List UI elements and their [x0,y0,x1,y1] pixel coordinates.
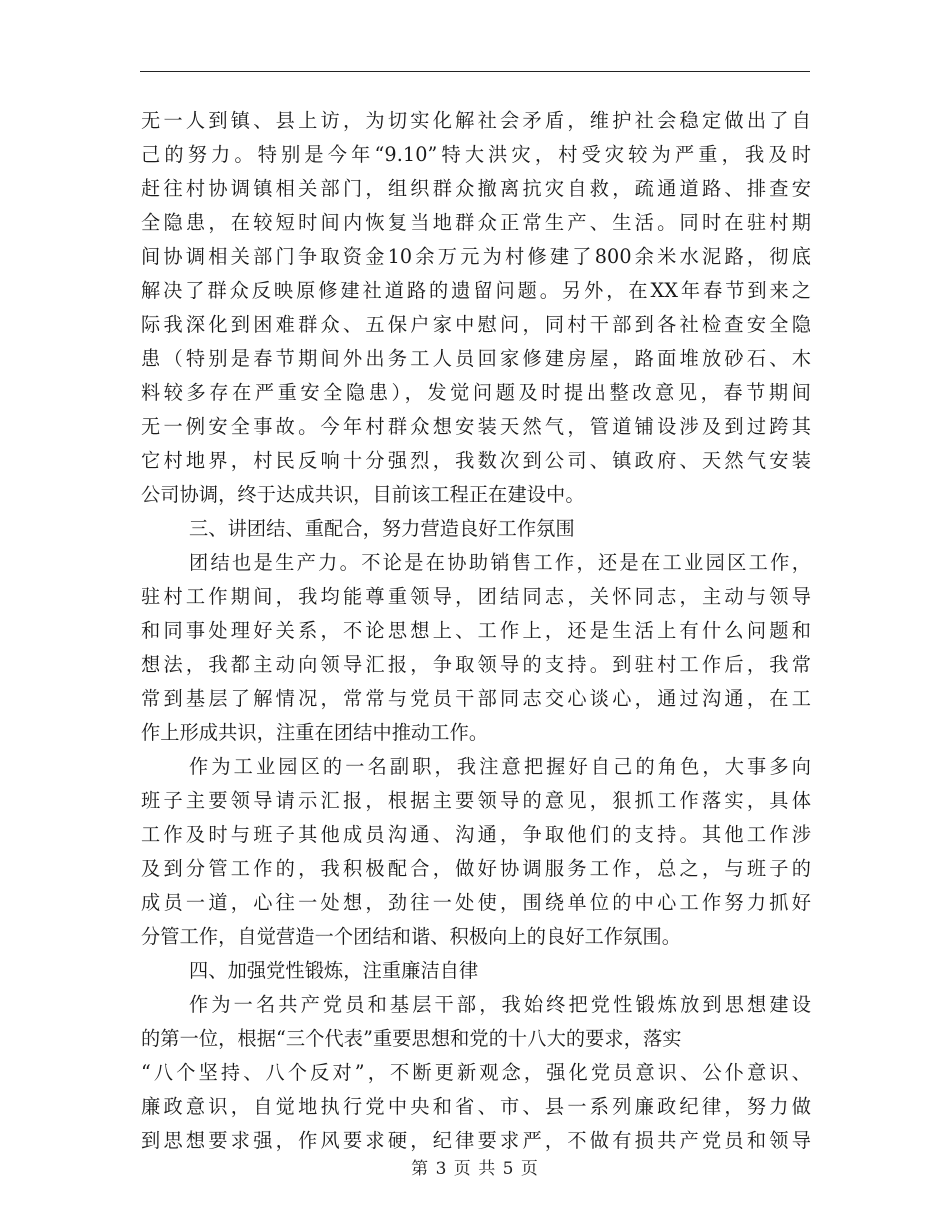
text-line: 赶往村协调镇相关部门，组织群众撤离抗灾自救，疏通道路、排查安 [141,177,811,200]
text-line: 全隐患，在较短时间内恢复当地群众正常生产、生活。同时在驻村期 [141,211,811,234]
text-line: 作上形成共识，注重在团结中推动工作。 [141,721,489,744]
text-line: 间协调相关部门争取资金10余万元为村修建了800余米水泥路，彻底 [141,245,811,268]
text-line: 及到分管工作的，我积极配合，做好协调服务工作，总之，与班子的 [141,857,811,880]
text-line: 三、讲团结、重配合，努力营造良好工作氛围 [189,517,575,540]
text-line: 四、加强党性锻炼，注重廉洁自律 [189,959,479,982]
text-line: 分管工作，自觉营造一个团结和谐、积极向上的良好工作氛围。 [141,925,682,948]
text-line: 成员一道，心往一处想，劲往一处使，围绕单位的中心工作努力抓好 [141,891,811,914]
text-line: 公司协调，终于达成共识，目前该工程正在建设中。 [141,483,585,506]
text-line: 到思想要求强，作风要求硬，纪律要求严，不做有损共产党员和领导 [141,1129,811,1152]
text-line: 廉政意识，自觉地执行党中央和省、市、县一系列廉政纪律，努力做 [141,1095,811,1118]
text-line: 驻村工作期间，我均能尊重领导，团结同志，关怀同志，主动与领导 [141,585,811,608]
text-line: 常到基层了解情况，常常与党员干部同志交心谈心，通过沟通，在工 [141,687,811,710]
text-line: 无一例安全事故。今年村群众想安装天然气，管道铺设涉及到过跨其 [141,415,811,438]
text-line: 团结也是生产力。不论是在协助销售工作，还是在工业园区工作， [189,551,811,574]
text-line: “八个坚持、八个反对”，不断更新观念，强化党员意识、公仆意识、 [141,1061,811,1084]
text-line: 际我深化到困难群众、五保户家中慰问，同村干部到各社检查安全隐 [141,313,811,336]
header-rule [140,71,810,72]
page-footer: 第 3 页 共 5 页 [411,1159,539,1179]
document-body [141,104,811,1158]
text-line: 和同事处理好关系，不论思想上、工作上，还是生活上有什么问题和 [141,619,811,642]
text-line: 作为一名共产党员和基层干部，我始终把党性锻炼放到思想建设 [189,993,811,1016]
text-line: 它村地界，村民反响十分强烈，我数次到公司、镇政府、天然气安装 [141,449,811,472]
text-line: 解决了群众反映原修建社道路的遗留问题。另外，在XX年春节到来之 [141,279,811,302]
text-line: 无一人到镇、县上访，为切实化解社会矛盾，维护社会稳定做出了自 [141,109,811,132]
text-line: 作为工业园区的一名副职，我注意把握好自己的角色，大事多向 [189,755,811,778]
text-line: 班子主要领导请示汇报，根据主要领导的意见，狠抓工作落实，具体 [141,789,811,812]
text-line: 的第一位，根据“三个代表”重要思想和党的十八大的要求，落实 [141,1027,682,1050]
text-line: 想法，我都主动向领导汇报，争取领导的支持。到驻村工作后，我常 [141,653,811,676]
text-line: 己的努力。特别是今年“9.10”特大洪灾，村受灾较为严重，我及时 [141,143,811,166]
text-line: 工作及时与班子其他成员沟通、沟通，争取他们的支持。其他工作涉 [141,823,811,846]
text-line: 料较多存在严重安全隐患），发觉问题及时提出整改意见，春节期间 [141,381,811,404]
text-line: 患（特别是春节期间外出务工人员回家修建房屋，路面堆放砂石、木 [141,347,811,370]
